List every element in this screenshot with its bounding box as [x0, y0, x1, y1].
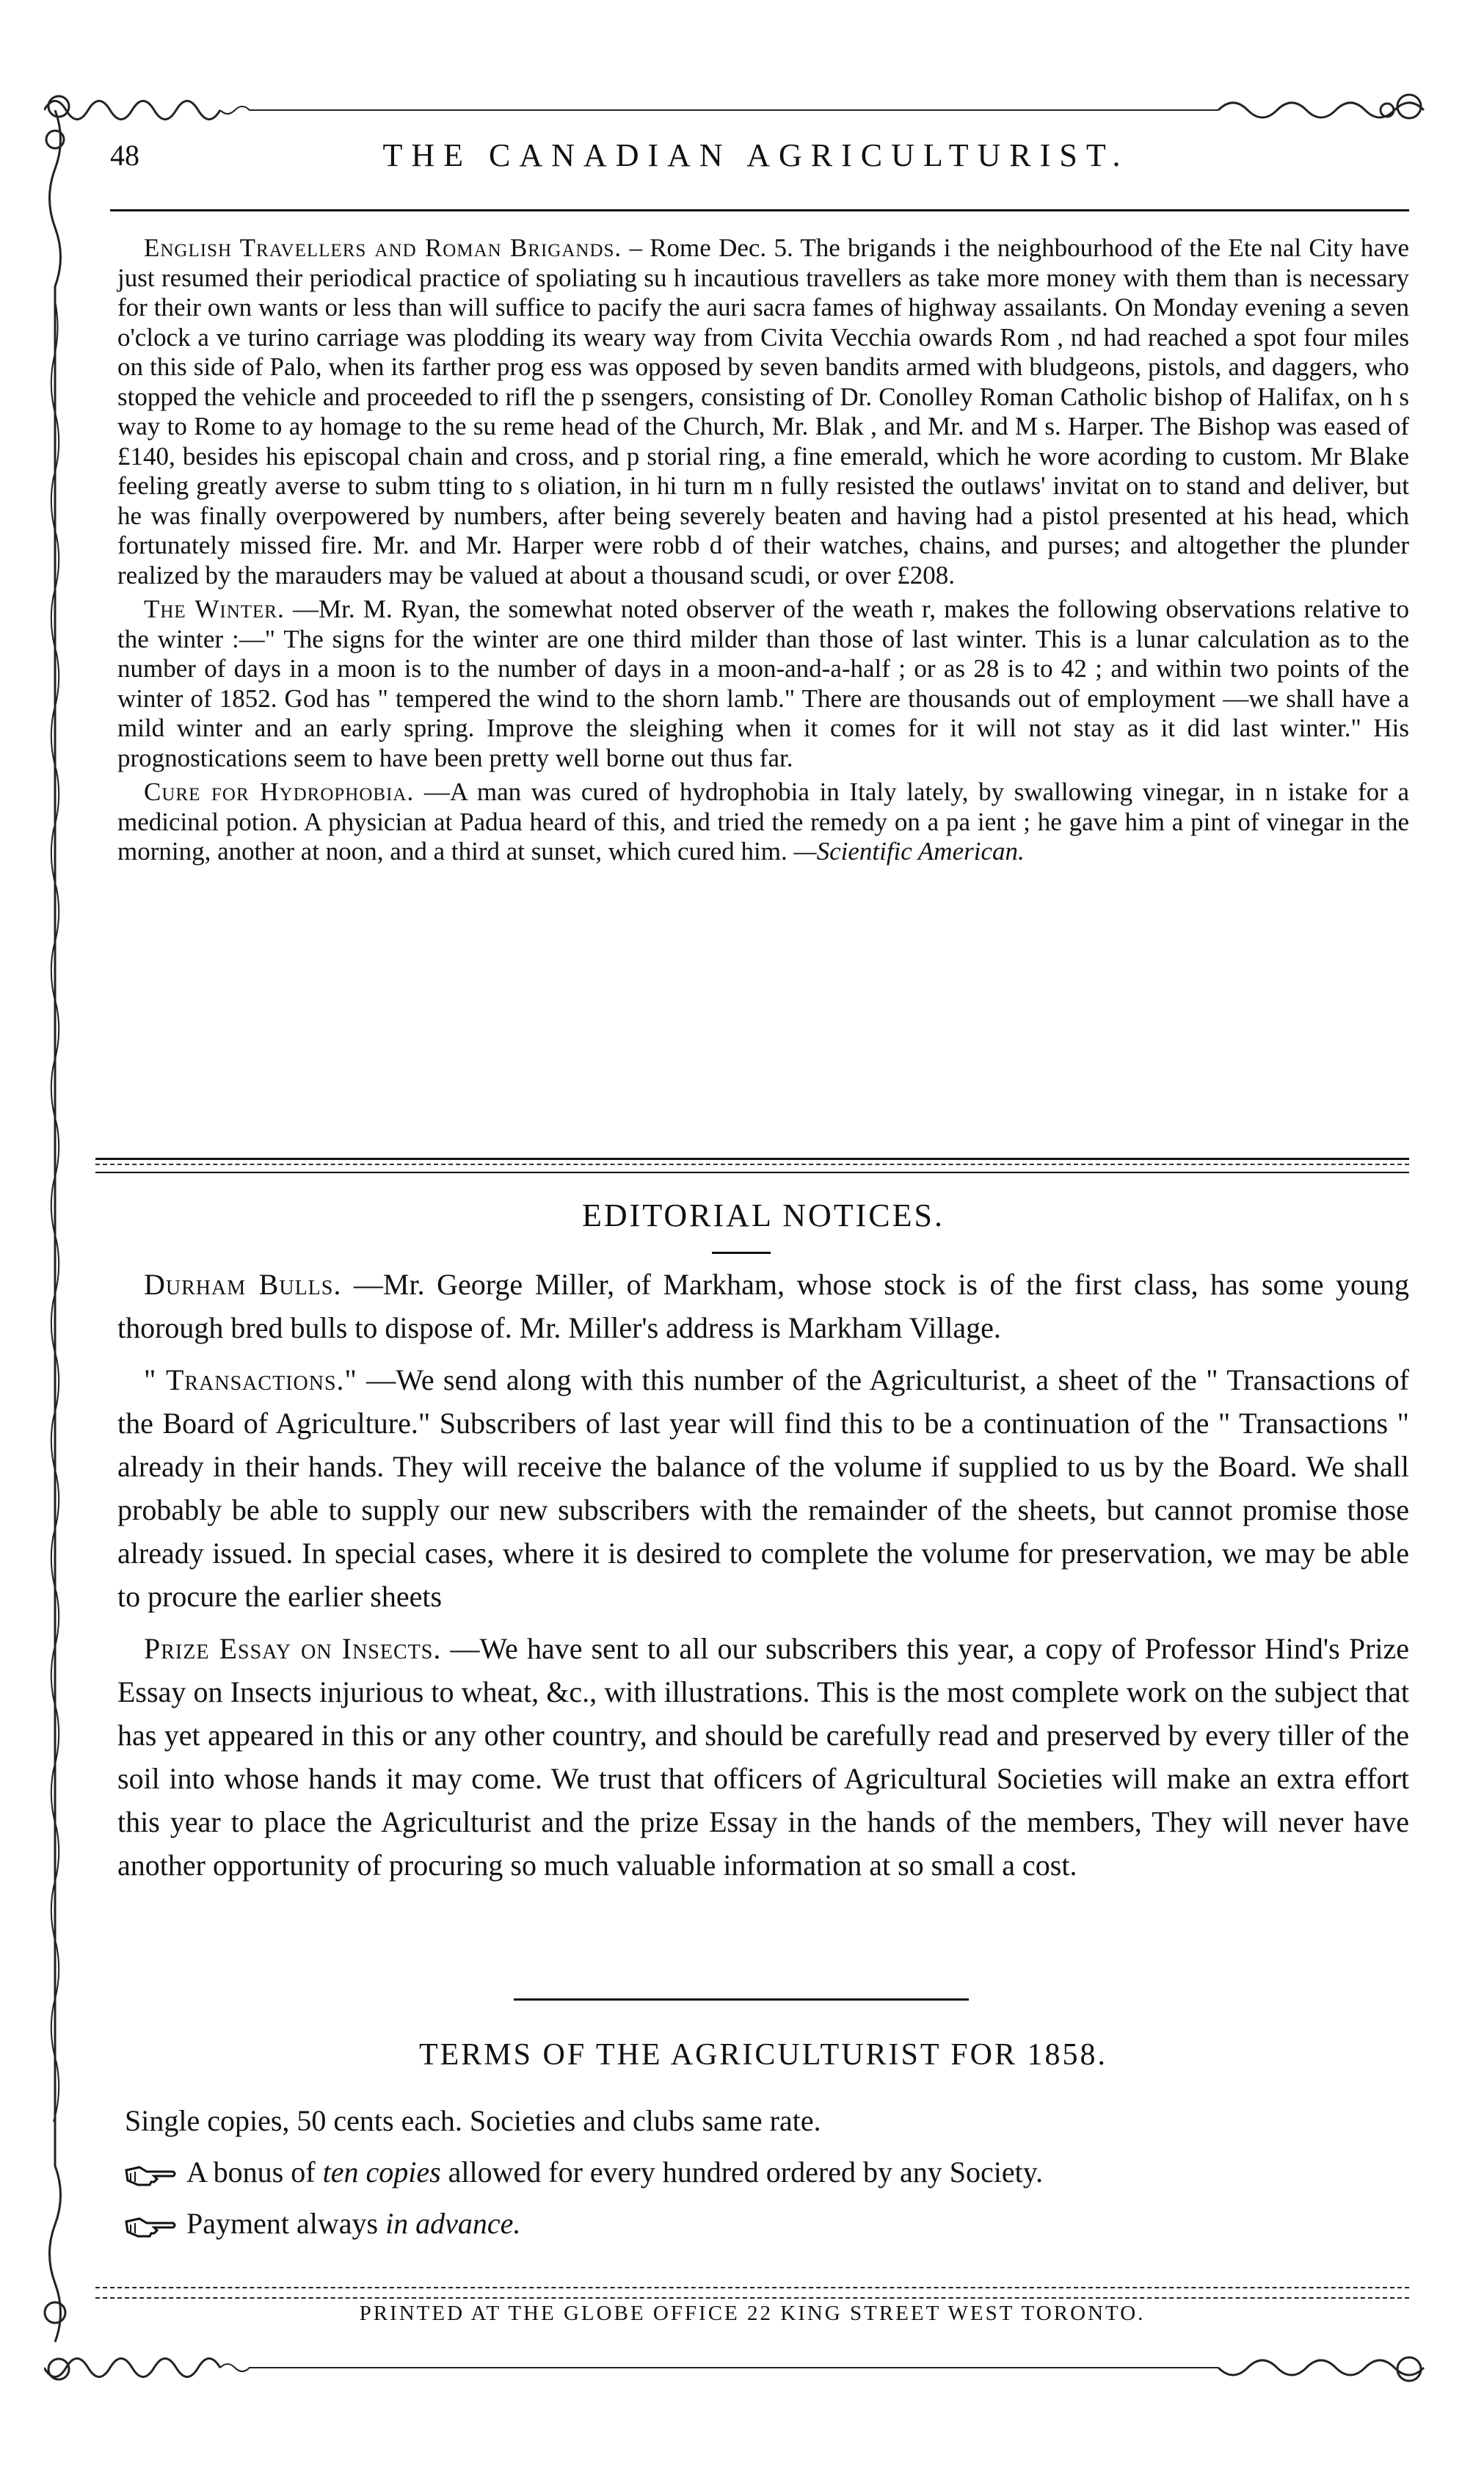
article-body: —Mr. M. Ryan, the somewhat noted observer of the weath r, makes the following observations relative to the winter :—" The signs for the winter are one third milder than those of last winter. This is a lunar calculation as to the number of days in a moon is to the number of days in a moon-and-a-half ; or as 28 is to 42 ; and within two points of the winter of 1852. God has " tempered the wind to the shorn lamb." There are thousands out of employment —we shall have a mild winter and an early spring. Improve the sleighing when it comes for it will not stay as it did last winter." His prognostications seem to have been pretty well borne out thus far. [117, 595, 1410, 772]
notice-prize-essay [117, 1627, 1409, 1887]
payment-emphasis: in advance. [385, 2207, 521, 2240]
article-english-travellers [117, 233, 1409, 590]
terms-line-payment [125, 2206, 520, 2241]
top-ornamental-border [44, 88, 1438, 132]
header-rule [110, 209, 1409, 211]
article-title: The Winter. [144, 595, 285, 623]
terms-line-prices: Single copies, 50 cents each. Societies and clubs same rate. [125, 2104, 821, 2137]
footer-rule [95, 2287, 1409, 2299]
heading-rule [712, 1252, 771, 1254]
bonus-text-end: allowed for every hundred ordered by any Society. [440, 2156, 1044, 2189]
running-title: THE CANADIAN AGRICULTURIST. [382, 137, 1130, 173]
left-ornamental-border [40, 110, 70, 2371]
payment-text: Payment always [186, 2207, 386, 2240]
article-source: —Scientific American. [793, 837, 1025, 866]
terms-heading: TERMS OF THE AGRICULTURIST FOR 1858. [418, 2038, 1108, 2072]
pointing-hand-icon [125, 2214, 176, 2239]
editorial-notices [117, 1263, 1409, 1896]
notice-title: Durham Bulls. [144, 1268, 342, 1301]
page-header [95, 132, 1416, 184]
notice-durham-bulls [117, 1263, 1409, 1349]
news-articles [117, 233, 1409, 871]
article-title: Cure for Hydrophobia. [144, 777, 415, 806]
notice-title: " Transactions." [144, 1363, 357, 1396]
article-cure-for-hydrophobia [117, 777, 1409, 867]
article-body: – Rome Dec. 5. The brigands i the neighbourhood of the Ete nal City have just resumed their periodical practice of spoliating su h incautious travellers as take more money with them than is necessary for their own wants or less than will suffice to pacify the auri sacra fames of highway assailants. On Monday evening a seven o'clock a ve turino carriage was plodding its weary way from Civita Vecchia owards Rom , nd had reached a spot four miles on this side of Palo, when its farther prog ess was opposed by seven bandits armed with bludgeons, pistols, and daggers, who stopped the vehicle and proceeded to rifl the p ssengers, consisting of Dr. Conolley Roman Catholic bishop of Halifax, on h s way to Rome to ay homage to the su reme head of the Church, Mr. Blak , and Mr. and M s. Harper. The Bishop was eased of £140, besides his episcopal chain and cross, and p storial ring, a fine emerald, which he wore acording to custom. Mr Blake feeling greatly averse to subm tting to s oliation, in hi turn m n fully resisted the outlaws' invitat on to stand and deliver, but he was finally overpowered by numbers, after being severely beaten and having had a pistol presented at his head, which fortunately missed fire. Mr. and Mr. Harper were robb d of their watches, chains, and purses; and altogether the plunder realized by the marauders may be valued at about a thousand scudi, or over £208. [117, 233, 1409, 590]
pointing-hand-icon [125, 2163, 176, 2188]
bonus-text-start: A bonus of [186, 2156, 323, 2189]
terms-divider [514, 1998, 969, 2001]
editorial-heading: EDITORIAL NOTICES. [582, 1197, 945, 1233]
article-the-winter [117, 595, 1409, 773]
bonus-emphasis: ten copies [322, 2156, 441, 2189]
article-body: —A man was cured of hydrophobia in Italy lately, by swallowing vinegar, in n istake for a medicinal potion. A physician at Padua heard of this, and tried the remedy on a pa ient ; he gave him a pint of vinegar in the morning, another at noon, and a third at sunset, which cured him. [117, 777, 1409, 866]
notice-body: —We have sent to all our subscribers this year, a copy of Professor Hind's Prize Essay on Insects injurious to wheat, &c., with illustrations. This is the most complete work on the subject that has yet appeared in this or any other country, and should be carefully read and preserved by every tiller of the soil into whose hands it may come. We trust that officers of Agricultural Societies will make an extra effort this year to place the Agriculturist and the prize Essay in the hands of the members, They will never have another opportunity of procuring so much valuable information at so small a cost. [117, 1632, 1410, 1882]
page-number: 48 [110, 139, 139, 172]
notice-transactions [117, 1358, 1409, 1618]
section-divider [95, 1158, 1409, 1173]
notice-title: Prize Essay on Insects. [144, 1632, 442, 1665]
bottom-ornamental-border [44, 2346, 1438, 2390]
notice-body: —We send along with this number of the Agriculturist, a sheet of the " Transactions of the Board of Agriculture." Subscribers of last year will find this to be a continuation of the " Transactions " already in their hands. They will receive the balance of the volume if supplied to us by the Board. We shall probably be able to supply our new subscribers with the remainder of the sheets, but cannot promise those already issued. In special cases, where it is desired to complete the volume for preservation, we may be able to procure the earlier sheets [117, 1363, 1409, 1613]
article-title: English Travellers and Roman Brigands. [144, 233, 622, 262]
notice-body: —Mr. George Miller, of Markham, whose stock is of the first class, has some young thorough bred bulls to dispose of. Mr. Miller's address is Markham Village. [117, 1268, 1410, 1344]
printer-imprint: PRINTED AT THE GLOBE OFFICE 22 KING STREET WEST TORONTO. [359, 2302, 1146, 2325]
terms-line-bonus [125, 2155, 1043, 2189]
